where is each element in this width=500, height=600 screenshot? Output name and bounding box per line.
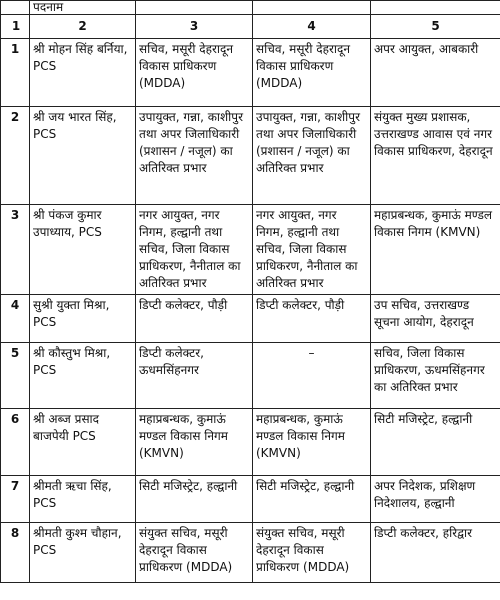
- current-post: उपायुक्त, गन्ना, काशीपुर तथा अपर जिलाधिकारी (प्रशासन / नजूल) का अतिरिक्त प्रभार: [136, 107, 253, 205]
- current-post: डिप्टी कलेक्टर, ऊधमसिंहनगर: [136, 343, 253, 409]
- serial-number: 2: [1, 107, 30, 205]
- header-label-empty-4: [253, 1, 371, 15]
- table-row: [1, 107, 500, 205]
- table-row: [1, 205, 500, 295]
- table-row: [1, 39, 500, 107]
- officer-name: श्री मोहन सिंह बर्निया, PCS: [30, 39, 136, 107]
- current-post: सचिव, मसूरी देहरादून विकास प्राधिकरण (MDDA): [136, 39, 253, 107]
- serial-number: 1: [1, 39, 30, 107]
- header-label-spacer: [1, 1, 30, 15]
- current-post: संयुक्त सचिव, मसूरी देहरादून विकास प्राधिकरण (MDDA): [136, 523, 253, 583]
- new-post: महाप्रबन्धक, कुमाऊं मण्डल विकास निगम (KMVN): [371, 205, 500, 295]
- officer-name: श्री जय भारत सिंह, PCS: [30, 107, 136, 205]
- current-post: महाप्रबन्धक, कुमाऊं मण्डल विकास निगम (KMVN): [136, 409, 253, 476]
- previous-post: डिप्टी कलेक्टर, पौड़ी: [253, 295, 371, 343]
- column-number: 4: [253, 15, 371, 39]
- serial-number: 7: [1, 476, 30, 523]
- serial-number: 3: [1, 205, 30, 295]
- column-number: 3: [136, 15, 253, 39]
- current-post: सिटी मजिस्ट्रेट, हल्द्वानी: [136, 476, 253, 523]
- new-post: अपर आयुक्त, आबकारी: [371, 39, 500, 107]
- previous-post: –: [253, 343, 371, 409]
- column-number: 5: [371, 15, 500, 39]
- officer-name: श्री अब्ज प्रसाद बाजपेयी PCS: [30, 409, 136, 476]
- table-row: [1, 409, 500, 476]
- column-number: 1: [1, 15, 30, 39]
- table-row: [1, 523, 500, 583]
- serial-number: 6: [1, 409, 30, 476]
- serial-number: 4: [1, 295, 30, 343]
- column-number: 2: [30, 15, 136, 39]
- new-post: सिटी मजिस्ट्रेट, हल्द्वानी: [371, 409, 500, 476]
- header-label-empty-3: [136, 1, 253, 15]
- officer-name: सुश्री युक्ता मिश्रा, PCS: [30, 295, 136, 343]
- new-post: उप सचिव, उत्तराखण्ड सूचना आयोग, देहरादून: [371, 295, 500, 343]
- header-label: पदनाम: [30, 1, 136, 15]
- new-post: सचिव, जिला विकास प्राधिकरण, ऊधमसिंहनगर का अतिरिक्त प्रभार: [371, 343, 500, 409]
- officer-name: श्रीमती ऋचा सिंह, PCS: [30, 476, 136, 523]
- header-label-row: [1, 1, 500, 15]
- table-row: [1, 295, 500, 343]
- previous-post: सिटी मजिस्ट्रेट, हल्द्वानी: [253, 476, 371, 523]
- officer-name: श्रीमती कुश्म चौहान, PCS: [30, 523, 136, 583]
- new-post: डिप्टी कलेक्टर, हरिद्वार: [371, 523, 500, 583]
- previous-post: संयुक्त सचिव, मसूरी देहरादून विकास प्राधिकरण (MDDA): [253, 523, 371, 583]
- current-post: नगर आयुक्त, नगर निगम, हल्द्वानी तथा सचिव, जिला विकास प्राधिकरण, नैनीताल का अतिरिक्त प्रभार: [136, 205, 253, 295]
- previous-post: नगर आयुक्त, नगर निगम, हल्द्वानी तथा सचिव, जिला विकास प्राधिकरण, नैनीताल का अतिरिक्त प्रभार: [253, 205, 371, 295]
- previous-post: महाप्रबन्धक, कुमाऊं मण्डल विकास निगम (KMVN): [253, 409, 371, 476]
- new-post: अपर निदेशक, प्रशिक्षण निदेशालय, हल्द्वानी: [371, 476, 500, 523]
- serial-number: 5: [1, 343, 30, 409]
- new-post: संयुक्त मुख्य प्रशासक, उत्तराखण्ड आवास एवं नगर विकास प्राधिकरण, देहरादून: [371, 107, 500, 205]
- table-row: [1, 343, 500, 409]
- table-row: [1, 476, 500, 523]
- officer-name: श्री कौस्तुभ मिश्रा, PCS: [30, 343, 136, 409]
- previous-post: उपायुक्त, गन्ना, काशीपुर तथा अपर जिलाधिकारी (प्रशासन / नजूल) का अतिरिक्त प्रभार: [253, 107, 371, 205]
- previous-post: सचिव, मसूरी देहरादून विकास प्राधिकरण (MDDA): [253, 39, 371, 107]
- officer-name: श्री पंकज कुमार उपाध्याय, PCS: [30, 205, 136, 295]
- header-label-empty-5: [371, 1, 500, 15]
- current-post: डिप्टी कलेक्टर, पौड़ी: [136, 295, 253, 343]
- column-number-row: [1, 15, 500, 39]
- serial-number: 8: [1, 523, 30, 583]
